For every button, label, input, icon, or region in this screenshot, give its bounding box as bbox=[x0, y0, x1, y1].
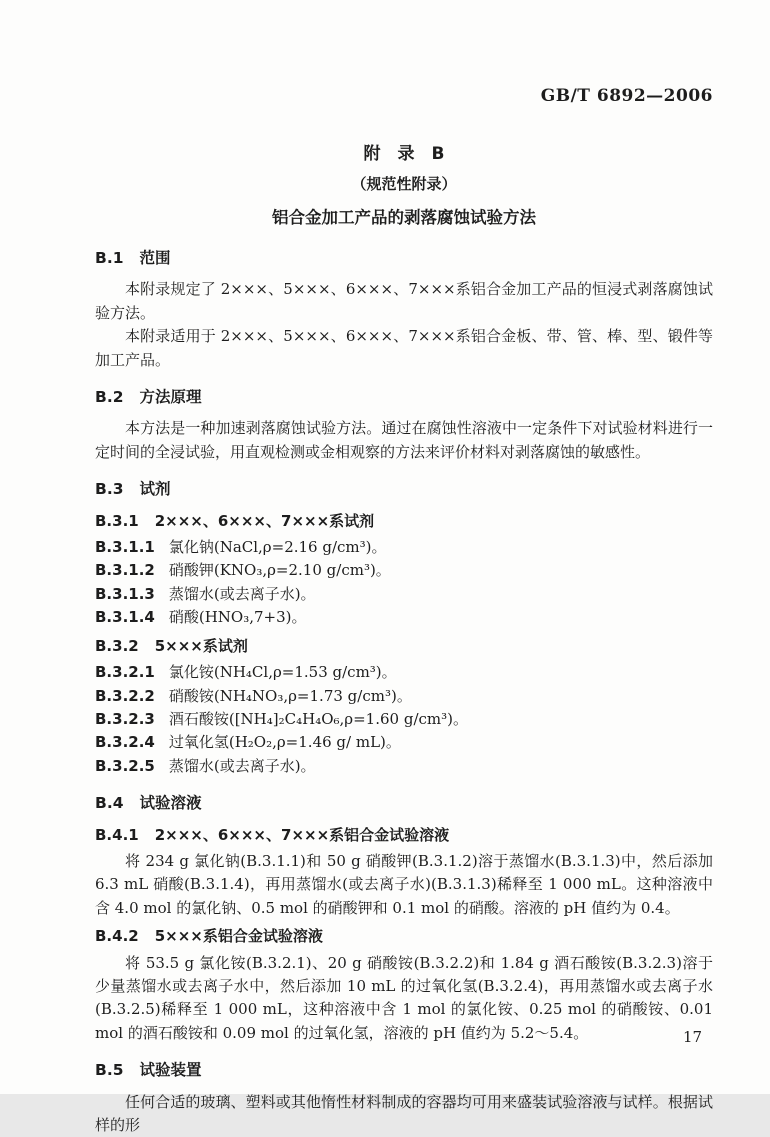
clause-number: B.3.1.3 bbox=[95, 584, 155, 603]
section-number: B.2 bbox=[95, 388, 124, 407]
clause-number: B.3.2.3 bbox=[95, 709, 155, 728]
clause-b325 bbox=[95, 755, 713, 778]
paragraph-b2-1: 本方法是一种加速剥落腐蚀试验方法。通过在腐蚀性溶液中一定条件下对试验材料进行一定时间的全浸试验，用直观检测或金相观察的方法来评价材料对剥落腐蚀的敏感性。 bbox=[95, 419, 713, 461]
section-heading-b4 bbox=[95, 792, 713, 815]
clause-text: 硝酸铵(NH₄NO₃,ρ=1.73 g/cm³)。 bbox=[168, 686, 412, 705]
section-heading-b3 bbox=[95, 478, 713, 501]
clause-text: 酒石酸铵([NH₄]₂C₄H₄O₆,ρ=1.60 g/cm³)。 bbox=[168, 709, 468, 728]
section-number: B.5 bbox=[95, 1061, 124, 1080]
clause-text: 氯化铵(NH₄Cl,ρ=1.53 g/cm³)。 bbox=[168, 663, 397, 682]
subsection-heading-b41 bbox=[95, 824, 713, 847]
clause-text: 氯化钠(NaCl,ρ=2.16 g/cm³)。 bbox=[168, 538, 387, 557]
section-title: 试验装置 bbox=[139, 1061, 202, 1080]
subsection-number: B.4.1 bbox=[95, 825, 139, 844]
paragraph-b1-2: 本附录适用于 2×××、5×××、6×××、7×××系铝合金板、带、管、棒、型、锻件等加工产品。 bbox=[95, 327, 713, 369]
subsection-title: 2×××、6×××、7×××系铝合金试验溶液 bbox=[154, 825, 450, 844]
clause-number: B.3.1.4 bbox=[95, 608, 155, 627]
appendix-label: 附 录 B bbox=[363, 144, 445, 164]
page-number: 17 bbox=[683, 1028, 703, 1046]
section-title: 范围 bbox=[139, 249, 171, 267]
clause-text: 硝酸钾(KNO₃,ρ=2.10 g/cm³)。 bbox=[168, 561, 391, 580]
clause-b321 bbox=[95, 661, 713, 684]
subsection-title: 5×××系铝合金试验溶液 bbox=[154, 927, 323, 946]
document-body bbox=[95, 247, 713, 1137]
section-title: 试剂 bbox=[139, 480, 171, 499]
section-heading-b2 bbox=[95, 386, 713, 409]
paragraph-b5-1: 任何合适的玻璃、塑料或其他惰性材料制成的容器均可用来盛装试验溶液与试样。根据试样的形 bbox=[95, 1092, 713, 1134]
subsection-number: B.3.1 bbox=[95, 511, 139, 530]
clause-b324 bbox=[95, 731, 713, 754]
clause-text: 硝酸(HNO₃,7+3)。 bbox=[168, 608, 307, 627]
clause-number: B.3.1.2 bbox=[95, 561, 155, 580]
paragraph-b41-1: 将 234 g 氯化钠(B.3.1.1)和 50 g 硝酸钾(B.3.1.2)溶于蒸馏水(B.3.1.3)中，然后添加 6.3 mL 硝酸(B.3.1.4)，再用蒸馏水(或去离子水)(B.3.1.3)稀释至 1 000 mL。这种溶液中含 4.0 mol 的氯化钠、0.5 mol 的硝酸钾和 0.1 mol 的硝酸。溶液的 pH 值约为 0.4。 bbox=[95, 851, 713, 917]
clause-number: B.3.2.1 bbox=[95, 663, 155, 682]
clause-text: 蒸馏水(或去离子水)。 bbox=[168, 756, 316, 775]
subsection-title: 2×××、6×××、7×××系试剂 bbox=[154, 511, 375, 530]
subsection-title: 5×××系试剂 bbox=[154, 636, 248, 655]
section-heading-b1 bbox=[95, 247, 713, 270]
paragraph-b42-1: 将 53.5 g 氯化铵(B.3.2.1)、20 g 硝酸铵(B.3.2.2)和 1.84 g 酒石酸铵(B.3.2.3)溶于少量蒸馏水或去离子水中，然后添加 10 mL 的过氧化氢(B.3.2.4)，再用蒸馏水或去离子水(B.3.2.5)稀释至 1 000 mL，这种溶液中含 1 mol 的氯化铵、0.25 mol 的硝酸铵、0.01 mol 的酒石酸铵和 0.09 mol 的过氧化氢，溶液的 pH 值约为 5.2～5.4。 bbox=[95, 953, 713, 1042]
clause-number: B.3.2.4 bbox=[95, 733, 155, 752]
appendix-title-block bbox=[95, 139, 713, 228]
clause-text: 蒸馏水(或去离子水)。 bbox=[168, 584, 316, 603]
clause-text: 过氧化氢(H₂O₂,ρ=1.46 g/ mL)。 bbox=[168, 733, 401, 752]
clause-b314 bbox=[95, 606, 713, 629]
clause-b323 bbox=[95, 708, 713, 731]
subsection-number: B.3.2 bbox=[95, 636, 139, 655]
clause-number: B.3.2.5 bbox=[95, 756, 155, 775]
subsection-heading-b42 bbox=[95, 925, 713, 948]
section-number: B.4 bbox=[95, 794, 124, 813]
appendix-main-title: 铝合金加工产品的剥落腐蚀试验方法 bbox=[272, 208, 536, 227]
section-number: B.3 bbox=[95, 480, 124, 499]
section-number: B.1 bbox=[95, 249, 124, 267]
standard-code: GB/T 6892—2006 bbox=[540, 86, 713, 106]
clause-b312 bbox=[95, 559, 713, 582]
subsection-number: B.4.2 bbox=[95, 927, 139, 946]
appendix-normative-note: （规范性附录） bbox=[351, 175, 457, 193]
section-title: 方法原理 bbox=[139, 388, 202, 407]
subsection-heading-b31 bbox=[95, 510, 713, 533]
clause-b322 bbox=[95, 685, 713, 708]
subsection-heading-b32 bbox=[95, 635, 713, 658]
clause-b313 bbox=[95, 583, 713, 606]
paragraph-b1-1: 本附录规定了 2×××、5×××、6×××、7×××系铝合金加工产品的恒浸式剥落腐蚀试验方法。 bbox=[95, 280, 713, 322]
section-title: 试验溶液 bbox=[139, 794, 202, 813]
clause-b311 bbox=[95, 536, 713, 559]
section-heading-b5 bbox=[95, 1059, 713, 1082]
clause-number: B.3.1.1 bbox=[95, 538, 155, 557]
clause-number: B.3.2.2 bbox=[95, 686, 155, 705]
